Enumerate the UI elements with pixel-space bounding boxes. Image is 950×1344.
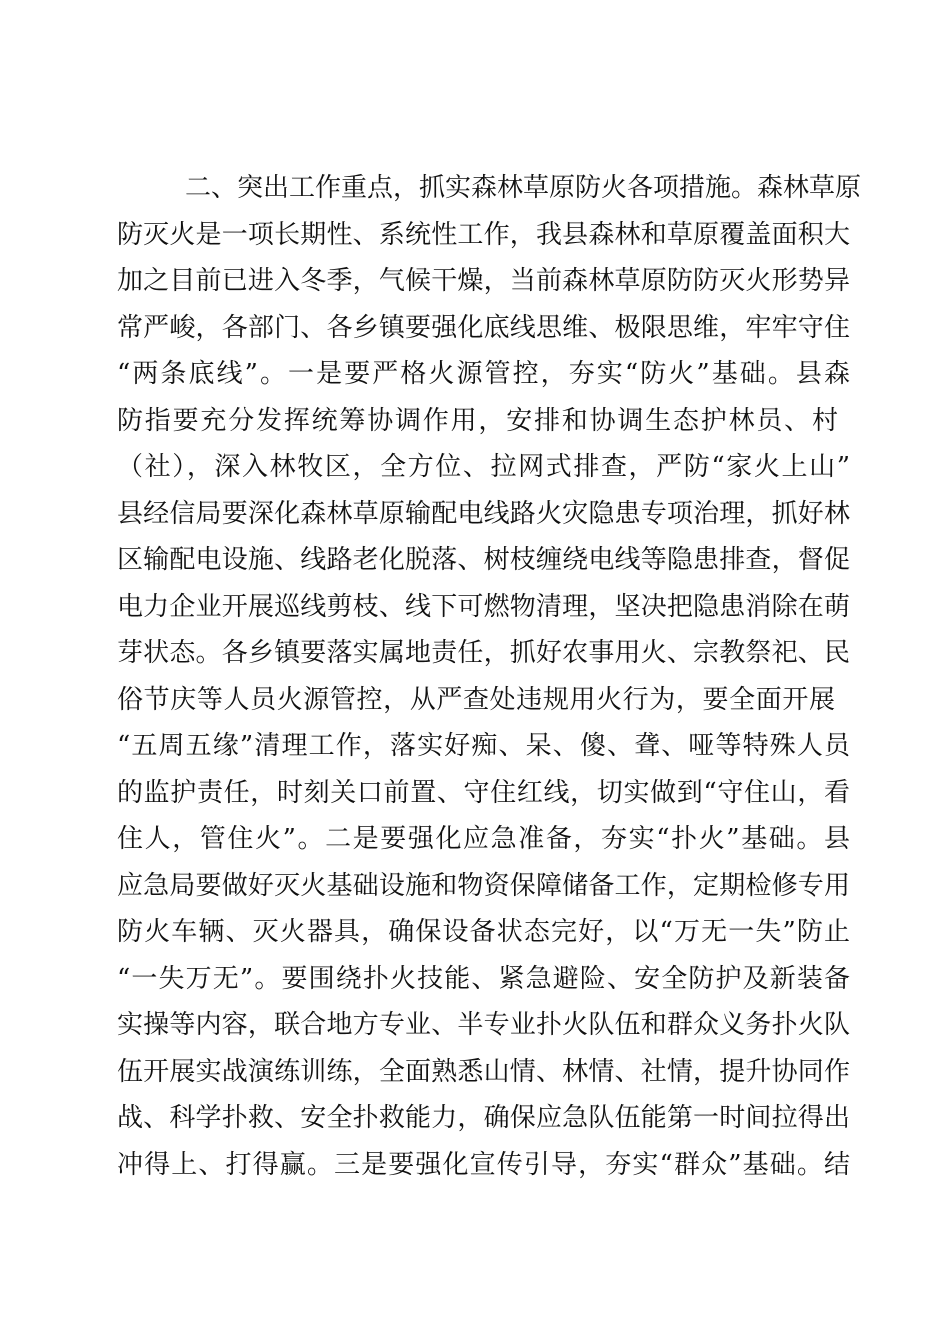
paragraph-line: 战、科学扑救、安全扑救能力，确保应急队伍能第一时间拉得出 <box>117 1103 850 1133</box>
paragraph-line: 防灭火是一项长期性、系统性工作，我县森林和草原覆盖面积大 <box>117 220 850 250</box>
paragraph-line: 区输配电设施、线路老化脱落、树枝缠绕电线等隐患排查，督促 <box>117 545 850 575</box>
paragraph-line: 的监护责任，时刻关口前置、守住红线，切实做到“守住山，看 <box>117 778 850 808</box>
paragraph-line: 电力企业开展巡线剪枝、线下可燃物清理，坚决把隐患消除在萌 <box>117 592 850 622</box>
paragraph-line: （社），深入林牧区，全方位、拉网式排查，严防“家火上山” <box>117 452 850 482</box>
paragraph-line: 实操等内容，联合地方专业、半专业扑火队伍和群众义务扑火队 <box>117 1010 850 1040</box>
paragraph-line: “两条底线”。一是要严格火源管控，夯实“防火”基础。县森 <box>117 359 850 389</box>
paragraph-line: 伍开展实战演练训练，全面熟悉山情、林情、社情，提升协同作 <box>117 1057 850 1087</box>
paragraph-line: 芽状态。各乡镇要落实属地责任，抓好农事用火、宗教祭祀、民 <box>117 638 850 668</box>
paragraph-line: 防火车辆、灭火器具，确保设备状态完好，以“万无一失”防止 <box>117 917 850 947</box>
paragraph-line: 县经信局要深化森林草原输配电线路火灾隐患专项治理，抓好林 <box>117 499 850 529</box>
paragraph-line: “一失万无”。要围绕扑火技能、紧急避险、安全防护及新装备 <box>117 964 850 994</box>
paragraph-line: 住人，管住火”。二是要强化应急准备，夯实“扑火”基础。县 <box>117 824 850 854</box>
paragraph-line: 应急局要做好灭火基础设施和物资保障储备工作，定期检修专用 <box>117 871 850 901</box>
paragraph-line: 二、突出工作重点，抓实森林草原防火各项措施。森林草原 <box>185 173 862 203</box>
paragraph-line: 常严峻，各部门、各乡镇要强化底线思维、极限思维，牢牢守住 <box>117 313 850 343</box>
paragraph-line: 加之目前已进入冬季，气候干燥，当前森林草原防防灭火形势异 <box>117 266 850 296</box>
paragraph-line: 俗节庆等人员火源管控，从严查处违规用火行为，要全面开展 <box>117 685 835 715</box>
paragraph-line: 防指要充分发挥统筹协调作用，安排和协调生态护林员、村 <box>117 406 838 436</box>
paragraph-line: 冲得上、打得赢。三是要强化宣传引导，夯实“群众”基础。结 <box>117 1150 850 1180</box>
paragraph-line: “五周五缘”清理工作，落实好痴、呆、傻、聋、哑等特殊人员 <box>117 731 850 761</box>
